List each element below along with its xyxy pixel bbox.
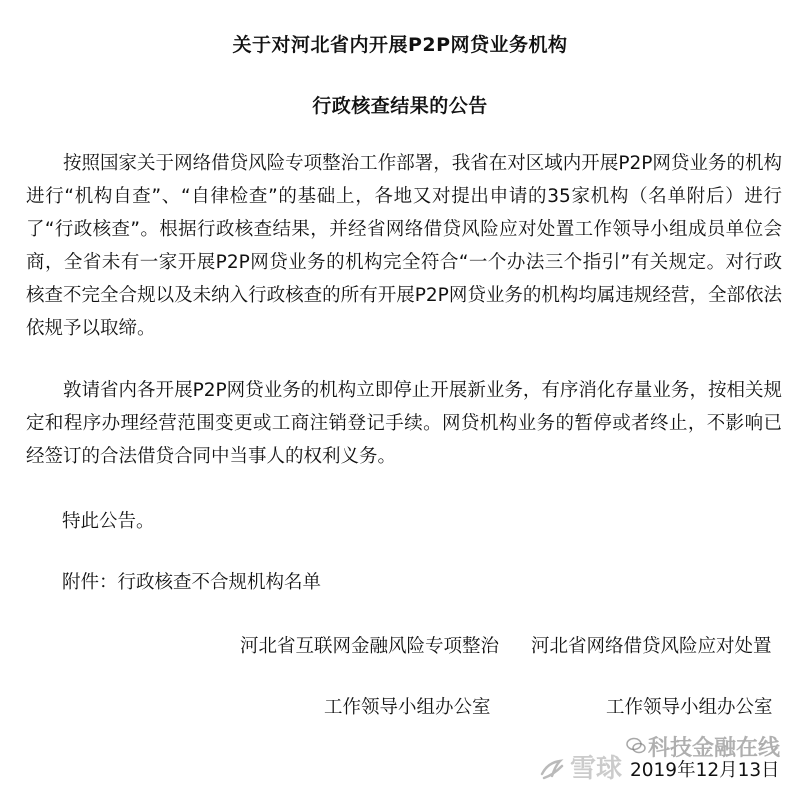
xueqiu-logo-icon — [538, 756, 566, 784]
body-paragraph-2: 敦请省内各开展P2P网贷业务的机构立即停止开展新业务，有序消化存量业务，按相关规定和程序办理经营范围变更或工商注销登记手续。网贷机构业务的暂停或者终止，不影响已经签订的合法借贷合同中当事人的权利义务。 — [26, 380, 782, 467]
xueqiu-watermark-text: 雪球 — [570, 754, 623, 784]
issuer-2-name: 河北省网络借贷风险应对处置 — [531, 636, 772, 657]
title-line-1: 关于对河北省内开展P2P网贷业务机构 — [232, 34, 568, 56]
issuer-1-name: 河北省互联网金融风险专项整治 — [240, 636, 500, 657]
issuer-1-office: 工作领导小组办公室 — [324, 697, 491, 718]
body-paragraph-1: 按照国家关于网络借贷风险专项整治工作部署，我省在对区域内开展P2P网贷业务的机构进行“机构自查”、“自律检查”的基础上，各地又对提出申请的35家机构（名单附后）进行了“行政核查”。根据行政核查结果，并经省网络借贷风险应对处置工作领导小组成员单位会商，全省未有一家开展P2P网贷业务的机构完全符合“一个办法三个指引”有关规定。对行政核查不完全合规以及未纳入行政核查的所有开展P2P网贷业务的机构均属违规经营，全部依法依规予以取缔。 — [26, 153, 782, 339]
xueqiu-watermark — [538, 748, 622, 785]
issuer-2-office: 工作领导小组办公室 — [606, 697, 773, 718]
closing-notice: 特此公告。 — [62, 511, 155, 532]
title-line-2: 行政核查结果的公告 — [312, 95, 488, 117]
attachment-line: 附件：行政核查不合规机构名单 — [62, 572, 322, 593]
wechat-icon — [626, 737, 646, 755]
account-watermark: 科技金融在线 — [648, 736, 781, 761]
issue-date: 2019年12月13日 — [630, 760, 780, 781]
